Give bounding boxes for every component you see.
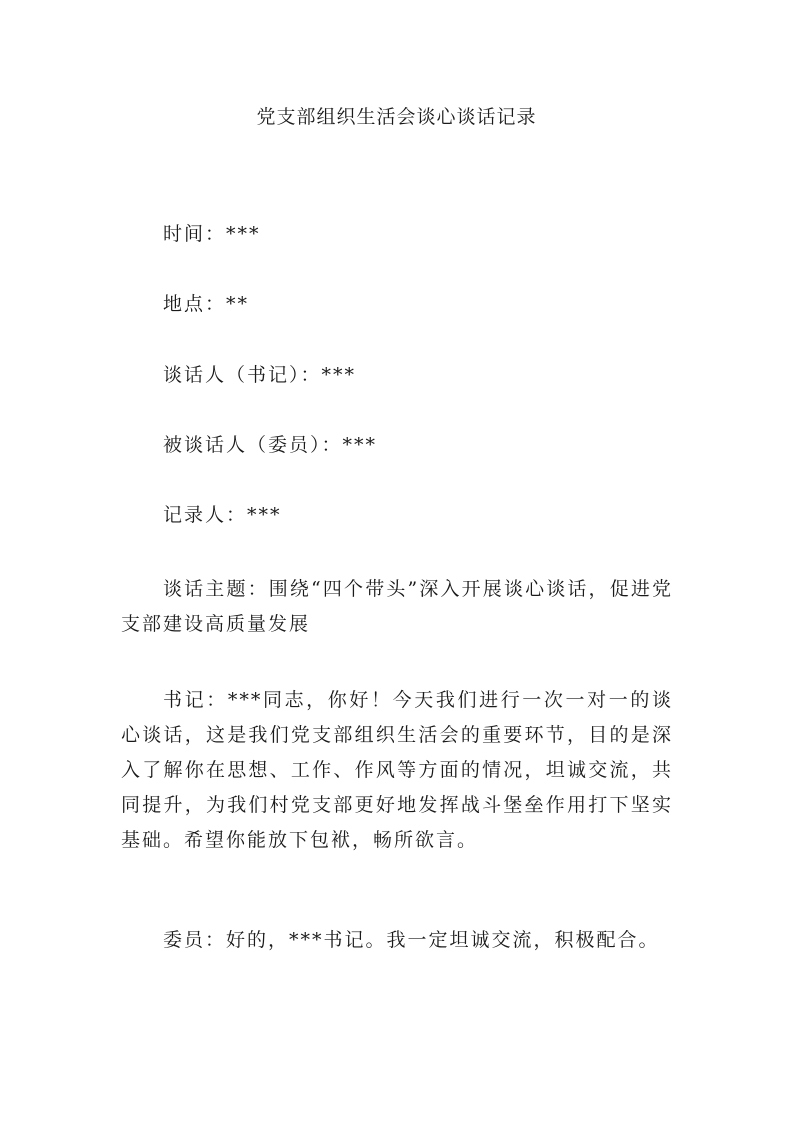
meeting-time: 时间：*** bbox=[163, 223, 261, 245]
listener-line: 被谈话人（委员）：*** bbox=[163, 434, 378, 456]
document-title: 党支部组织生活会谈心谈话记录 bbox=[256, 106, 537, 128]
speaker-line: 谈话人（书记）：*** bbox=[163, 364, 357, 386]
topic-paragraph: 谈话主题：围绕“四个带头”深入开展谈心谈话，促进党支部建设高质量发展 bbox=[121, 578, 673, 635]
recorder-line: 记录人：*** bbox=[163, 504, 282, 526]
meeting-place: 地点：** bbox=[163, 293, 250, 315]
member-paragraph: 委员：好的，***书记。我一定坦诚交流，积极配合。 bbox=[163, 929, 660, 951]
secretary-paragraph: 书记：***同志，你好！今天我们进行一次一对一的谈心谈话，这是我们党支部组织生活会的重要环节，目的是深入了解你在思想、工作、作风等方面的情况，坦诚交流，共同提升，为我们村党支部更好地发挥战斗堡垒作用打下坚实基础。希望你能放下包袱，畅所欲言。 bbox=[121, 689, 673, 851]
